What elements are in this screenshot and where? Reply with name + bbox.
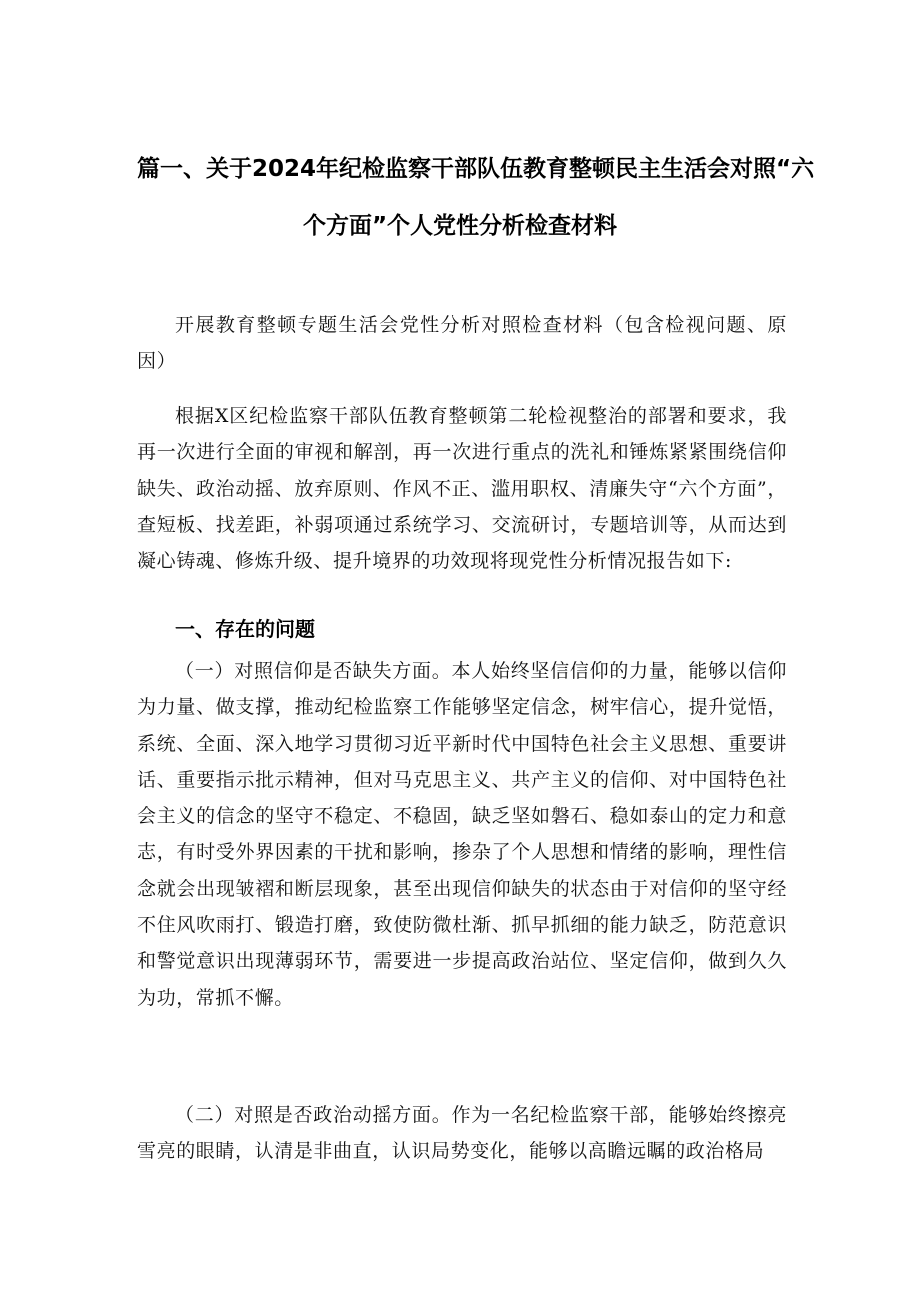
document-title-line-2: 个方面”个人党性分析检查材料 — [302, 213, 618, 239]
item-1-paragraph: （一）对照信仰是否缺失方面。本人始终坚信信仰的力量，能够以信仰为力量、做支撑，推动纪检监察工作能够坚定信念，树牢信心，提升觉悟，系统、全面、深入地学习贯彻习近平新时代中国特色社会主义思想、重要讲话、重要指示批示精神，但对马克思主义、共产主义的信仰、对中国特色社会主义的信念的坚守不稳定、不稳固，缺乏坚如磐石、稳如泰山的定力和意志，有时受外界因素的干扰和影响，掺杂了个人思想和情绪的影响，理性信念就会出现皱褶和断层现象，甚至出现信仰缺失的状态由于对信仰的坚守经不住风吹雨打、锻造打磨，致使防微杜渐、抓早抓细的能力缺乏，防范意识和警觉意识出现薄弱环节，需要进一步提高政治站位、坚定信仰，做到久久为功，常抓不懈。 — [137, 660, 787, 1009]
document-title-line-1: 篇一、关于2024年纪检监察干部队伍教育整顿民主生活会对照“六 — [137, 156, 815, 182]
intro-paragraph: 开展教育整顿专题生活会党性分析对照检查材料（包含检视问题、原因） — [137, 314, 787, 373]
basis-paragraph: 根据X区纪检监察干部队伍教育整顿第二轮检视整治的部署和要求，我再一次进行全面的审视和解剖，再一次进行重点的洗礼和锤炼紧紧围绕信仰缺失、政治动摇、放弃原则、作风不正、滥用职权、清廉失守“六个方面”，查短板、找差距，补弱项通过系统学习、交流研讨，专题培训等，从而达到凝心铸魂、修炼升级、提升境界的功效现将现党性分析情况报告如下: — [137, 405, 787, 573]
section-heading-problems: 一、存在的问题 — [175, 617, 315, 641]
item-2-paragraph: （二）对照是否政治动摇方面。作为一名纪检监察干部，能够始终擦亮雪亮的眼睛，认清是非曲直，认识局势变化，能够以高瞻远瞩的政治格局 — [137, 1104, 787, 1163]
